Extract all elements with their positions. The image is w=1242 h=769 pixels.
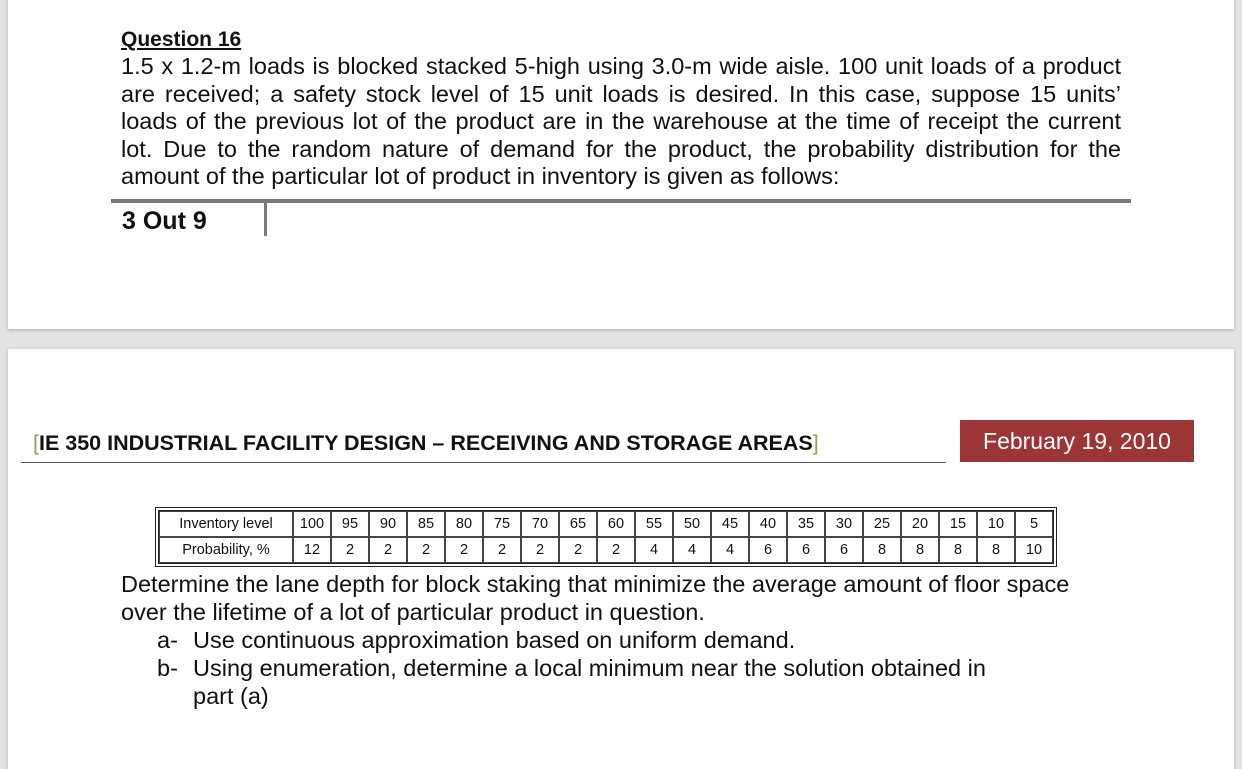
header-title-text: IE 350 INDUSTRIAL FACILITY DESIGN – RECEIVING AND STORAGE AREAS bbox=[38, 431, 813, 455]
inventory-level-cell: 50 bbox=[673, 511, 711, 537]
inventory-level-cell: 20 bbox=[901, 511, 939, 537]
document-page-lower bbox=[8, 349, 1234, 769]
probability-row bbox=[159, 537, 1053, 563]
inventory-level-cell: 40 bbox=[749, 511, 787, 537]
inventory-level-cell: 60 bbox=[597, 511, 635, 537]
probability-cell: 2 bbox=[483, 537, 521, 563]
question-body: 1.5 x 1.2-m loads is blocked stacked 5-high using 3.0-m wide aisle. 100 unit loads of a product are received; a safety stock level of 15 unit loads is desired. In this case, suppose 15 units’ loads of the previous lot of the product are in the warehouse at the time of receipt the current lot. Due to the random nature of demand for the product, the probability distribution for the amount of the particular lot of product in inventory is given as follows: bbox=[121, 53, 1121, 189]
probability-cell: 2 bbox=[445, 537, 483, 563]
probability-cell: 8 bbox=[939, 537, 977, 563]
inventory-level-cell: 70 bbox=[521, 511, 559, 537]
inventory-level-cell: 45 bbox=[711, 511, 749, 537]
inventory-level-cell: 85 bbox=[407, 511, 445, 537]
inventory-level-cell: 55 bbox=[635, 511, 673, 537]
inventory-level-cell: 5 bbox=[1015, 511, 1053, 537]
inventory-level-cell: 25 bbox=[863, 511, 901, 537]
row-label-probability: Probability, % bbox=[159, 537, 293, 563]
inventory-level-row bbox=[159, 511, 1053, 537]
part-a-marker: a- bbox=[157, 627, 178, 653]
inventory-level-cell: 75 bbox=[483, 511, 521, 537]
inventory-level-cell: 35 bbox=[787, 511, 825, 537]
probability-cell: 8 bbox=[863, 537, 901, 563]
inventory-level-cell: 10 bbox=[977, 511, 1015, 537]
part-b-marker: b- bbox=[157, 655, 178, 681]
probability-cell: 12 bbox=[293, 537, 331, 563]
probability-cell: 6 bbox=[825, 537, 863, 563]
inventory-level-cell: 90 bbox=[369, 511, 407, 537]
part-b-text: Using enumeration, determine a local minimum near the solution obtained in part (a) bbox=[193, 655, 986, 709]
probability-cell: 2 bbox=[559, 537, 597, 563]
probability-cell: 10 bbox=[1015, 537, 1053, 563]
probability-cell: 6 bbox=[787, 537, 825, 563]
inventory-level-cell: 100 bbox=[293, 511, 331, 537]
probability-cell: 2 bbox=[369, 537, 407, 563]
probability-cell: 6 bbox=[749, 537, 787, 563]
page-count: 3 Out 9 bbox=[122, 207, 207, 235]
header-date: February 19, 2010 bbox=[960, 420, 1194, 462]
question-title: Question 16 bbox=[121, 28, 242, 51]
determine-text: Determine the lane depth for block staking that minimize the average amount of floor space over the lifetime of a lot of particular product in question. bbox=[121, 571, 1070, 625]
probability-cell: 8 bbox=[901, 537, 939, 563]
part-b bbox=[121, 654, 1121, 710]
inventory-level-cell: 80 bbox=[445, 511, 483, 537]
inventory-level-cell: 15 bbox=[939, 511, 977, 537]
probability-cell: 8 bbox=[977, 537, 1015, 563]
inventory-level-cell: 30 bbox=[825, 511, 863, 537]
probability-cell: 2 bbox=[597, 537, 635, 563]
probability-cell: 2 bbox=[407, 537, 445, 563]
determine-section bbox=[121, 570, 1121, 710]
probability-cell: 2 bbox=[331, 537, 369, 563]
probability-cell: 4 bbox=[711, 537, 749, 563]
document-page-upper bbox=[8, 0, 1234, 329]
probability-cell: 2 bbox=[521, 537, 559, 563]
header-bracket-close: ] bbox=[812, 431, 819, 455]
header-title bbox=[33, 428, 819, 458]
inventory-level-cell: 65 bbox=[559, 511, 597, 537]
probability-cell: 4 bbox=[673, 537, 711, 563]
footer-divider bbox=[264, 203, 267, 236]
row-label-inventory-level: Inventory level bbox=[159, 511, 293, 537]
inventory-level-cell: 95 bbox=[331, 511, 369, 537]
header-rule bbox=[21, 462, 946, 463]
probability-cell: 4 bbox=[635, 537, 673, 563]
part-a bbox=[121, 626, 1121, 654]
probability-distribution-table bbox=[158, 510, 1054, 564]
part-a-text: Use continuous approximation based on uniform demand. bbox=[193, 627, 796, 653]
header-bracket-open: [ bbox=[33, 431, 39, 455]
